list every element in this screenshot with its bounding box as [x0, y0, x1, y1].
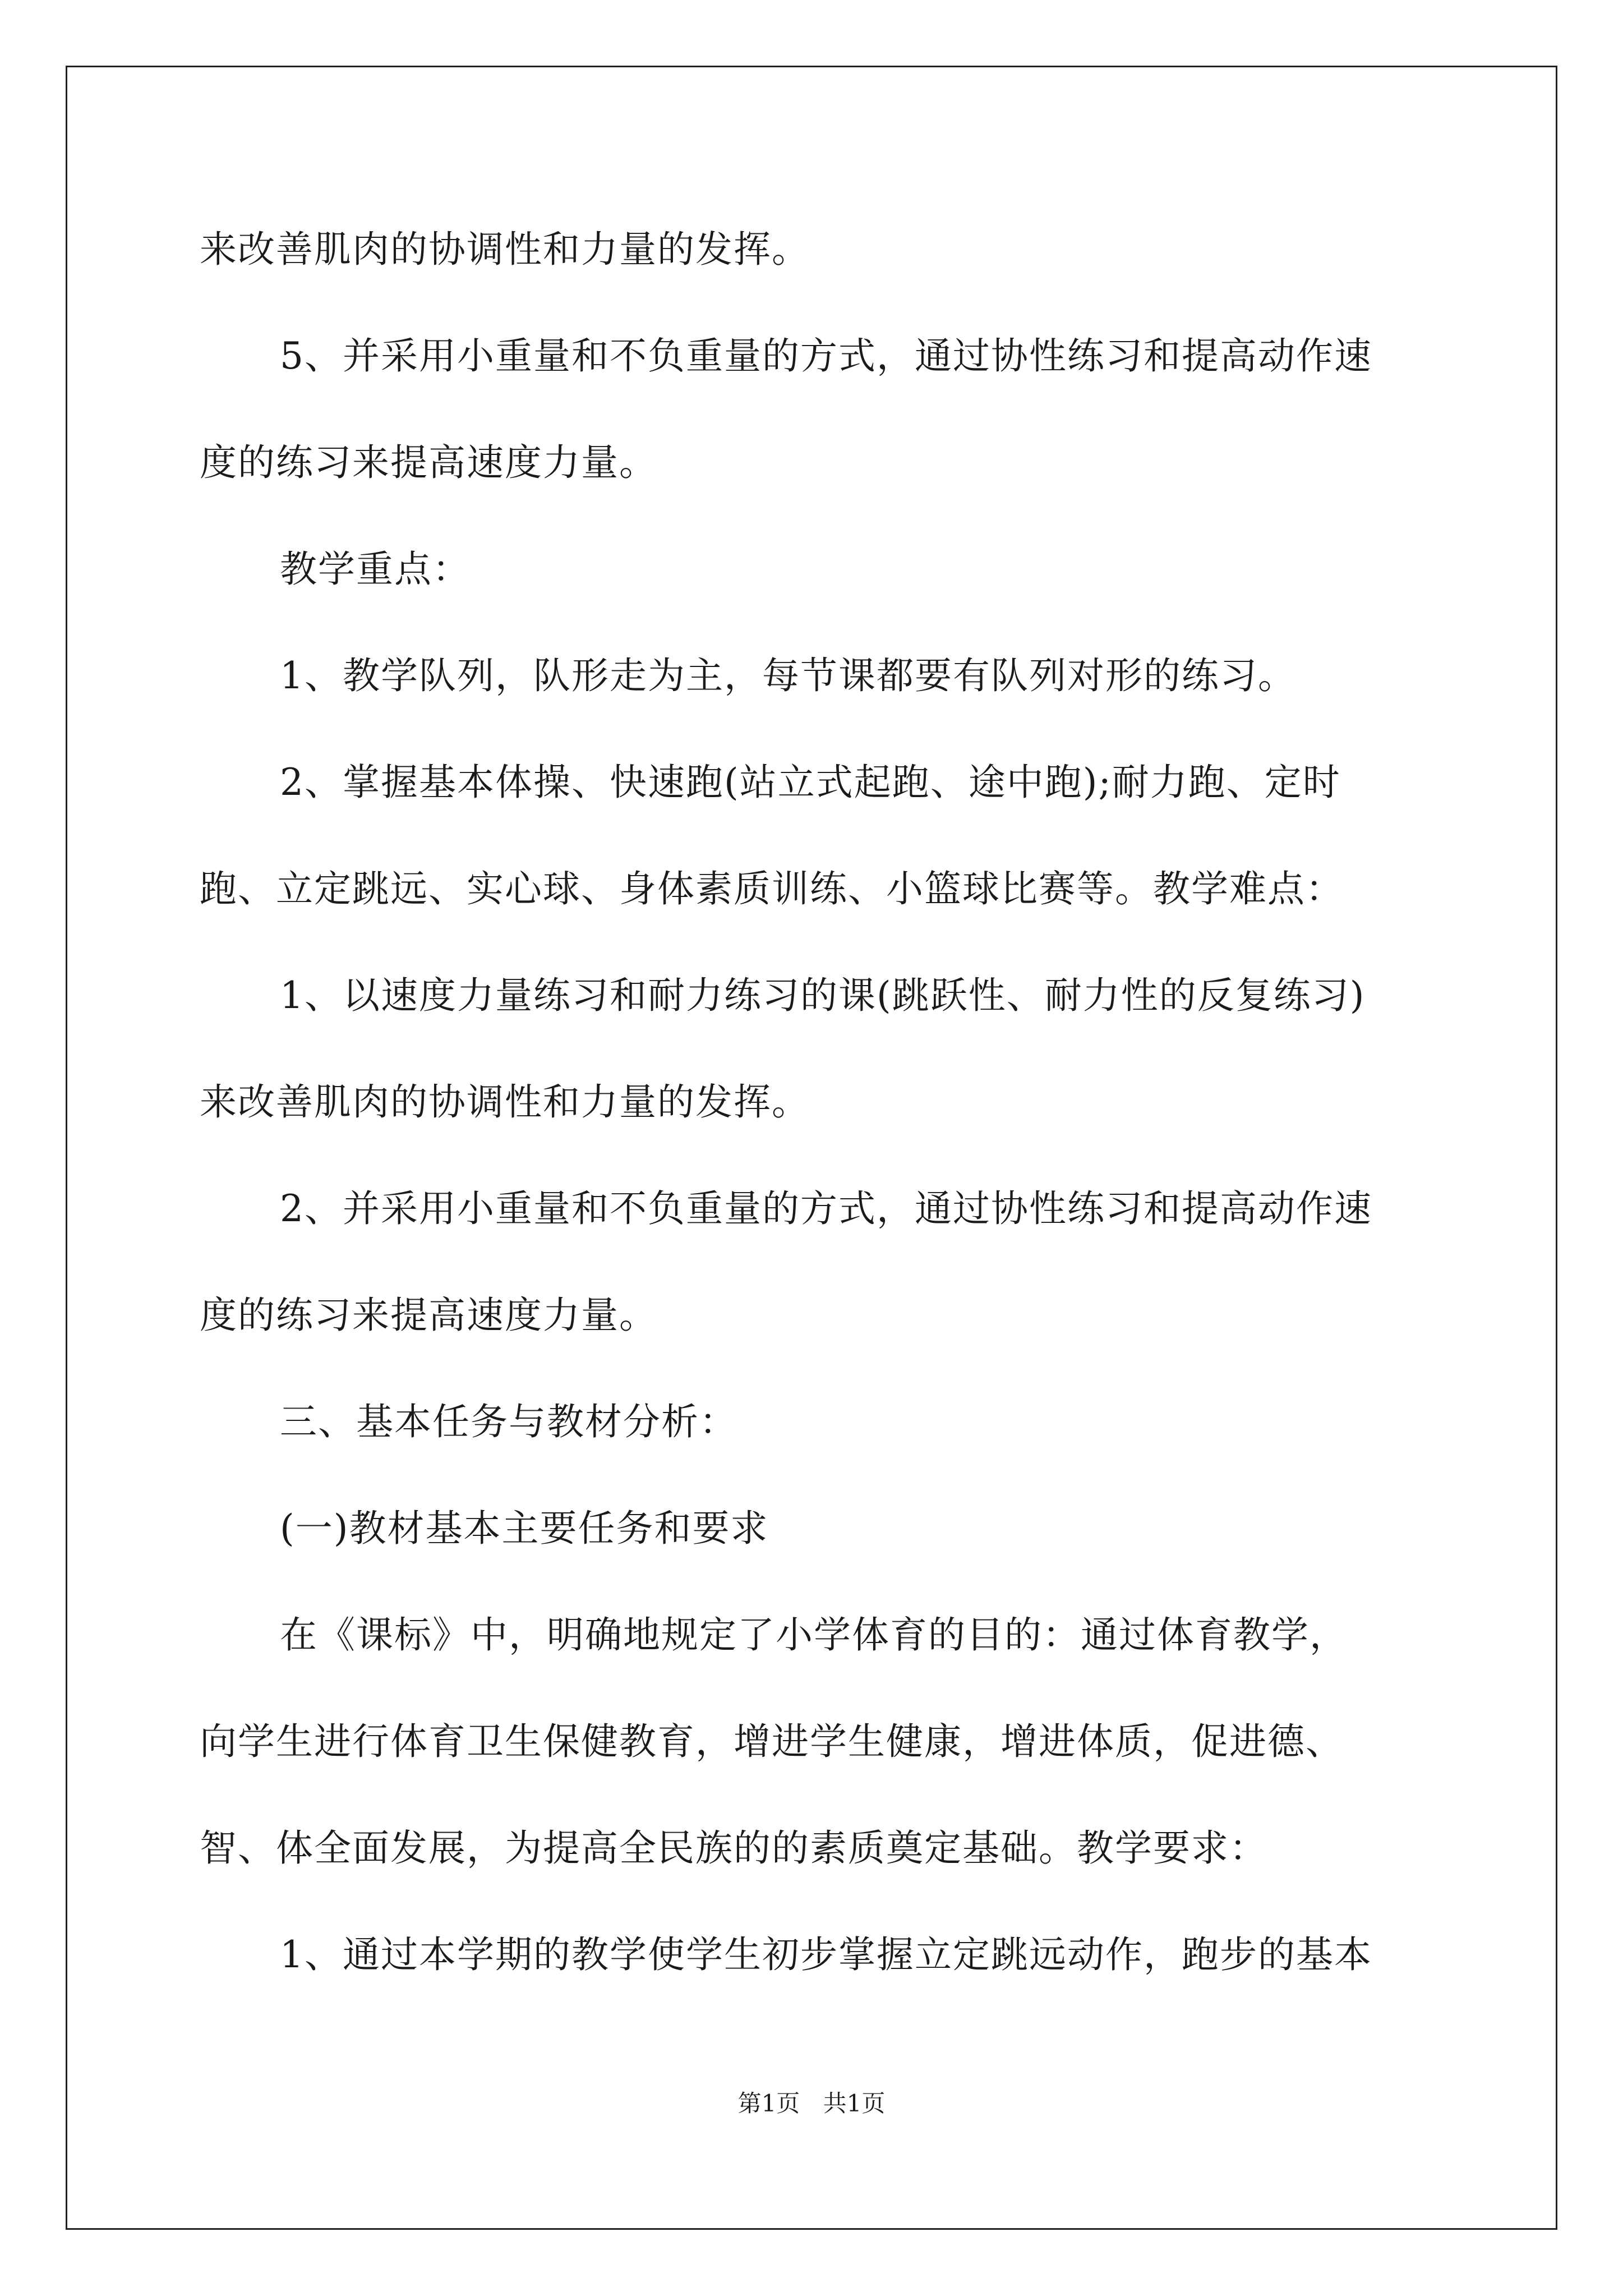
- page-footer: [0, 2087, 1623, 2120]
- page-border: [66, 66, 1557, 2230]
- text-line-14: 在《课标》中，明确地规定了小学体育的目的：通过体育教学，: [280, 1613, 1348, 1657]
- page-number-total: 共1页: [823, 2090, 886, 2117]
- text-line-6: 2、掌握基本体操、快速跑(站立式起跑、途中跑);耐力跑、定时: [280, 761, 1341, 804]
- text-line-10: 2、并采用小重量和不负重量的方式，通过协性练习和提高动作速: [280, 1187, 1372, 1230]
- text-line-13: (一)教材基本主要任务和要求: [280, 1507, 769, 1550]
- text-line-17: 1、通过本学期的教学使学生初步掌握立定跳远动作，跑步的基本: [280, 1933, 1372, 1976]
- text-line-1: 来改善肌肉的协调性和力量的发挥。: [200, 228, 810, 271]
- text-line-15: 向学生进行体育卫生保健教育，增进学生健康，增进体质，促进德、: [200, 1720, 1344, 1763]
- text-line-9: 来改善肌肉的协调性和力量的发挥。: [200, 1080, 810, 1124]
- text-line-8: 1、以速度力量练习和耐力练习的课(跳跃性、耐力性的反复练习): [280, 974, 1366, 1017]
- text-line-5: 1、教学队列，队形走为主，每节课都要有队列对形的练习。: [280, 654, 1296, 697]
- text-line-2: 5、并采用小重量和不负重量的方式，通过协性练习和提高动作速: [280, 334, 1372, 378]
- text-line-11: 度的练习来提高速度力量。: [200, 1294, 657, 1337]
- text-line-16: 智、体全面发展，为提高全民族的的素质奠定基础。教学要求：: [200, 1826, 1267, 1870]
- text-line-4: 教学重点：: [280, 547, 471, 591]
- text-line-3: 度的练习来提高速度力量。: [200, 441, 657, 484]
- page-number-current: 第1页: [737, 2090, 800, 2117]
- text-line-12: 三、基本任务与教材分析：: [280, 1400, 737, 1443]
- text-line-7: 跑、立定跳远、实心球、身体素质训练、小篮球比赛等。教学难点：: [200, 867, 1344, 910]
